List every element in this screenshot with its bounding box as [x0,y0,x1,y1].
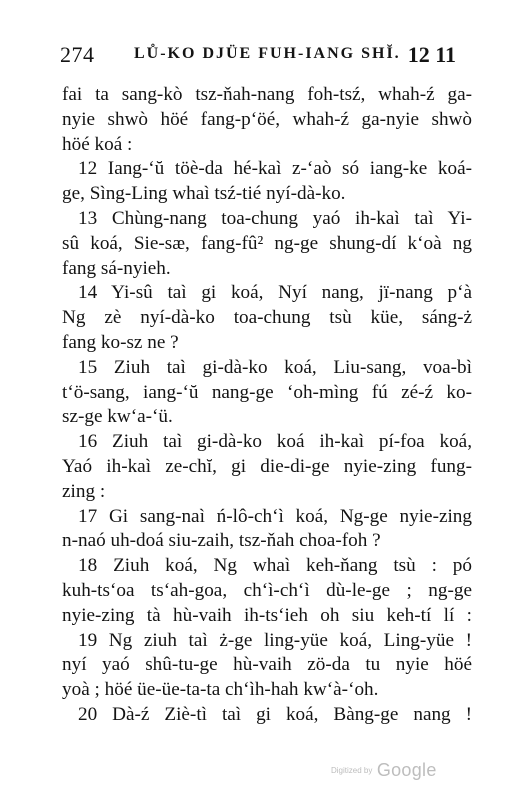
text-line: fang ko-sz ne ? [62,331,179,353]
verse-line: 14 Yi-sû taì gi koá, Nyí nang, jï-nang p‘à [78,282,472,304]
page-number: 274 [60,42,95,67]
text-line: zing : [62,480,106,502]
body-text [62,83,472,728]
text-line: sû koá, Sie-sæ, fang-fû² ng-ge shung-dí k‘oà ng [62,232,472,254]
text-line: nyie shwò höé fang-p‘öé, whah-ź ga-nyie shwò [62,108,472,130]
text-line: Yaó ih-kaì ze-chĭ, gi die-di-ge nyie-zing fung- [62,455,472,477]
verse-line: 19 Ng ziuh taì ż-ge ling-yüe koá, Ling-yüe ! [78,629,472,651]
verse-line: 16 Ziuh taì gi-dà-ko koá ih-kaì pí-foa koá, [78,431,472,453]
text-line: fang sá-nyieh. [62,257,171,279]
text-line: n-naó uh-doá siu-zaih, tsz-ňah choa-foh ? [62,530,381,552]
text-line: ge, Sìng-Ling whaì tsź-tié nyí-dà-ko. [62,183,346,205]
text-line: yoà ; höé üe-üe-ta-ta ch‘ìh-hah kw‘à-‘oh. [62,679,379,701]
text-line: fai ta sang-kò tsz-ňah-nang foh-tsź, whah-ź ga- [62,84,472,105]
verse-line: 15 Ziuh taì gi-dà-ko koá, Liu-sang, voa-bì [78,356,472,378]
chapter-number: 12 [407,42,430,67]
text-line: kuh-ts‘oa ts‘ah-goa, ch‘ì-ch‘ì dù-le-ge ; ng-ge [62,579,472,601]
verse-line: 12 Iang-‘ŭ töè-da hé-kaì z-‘aò só iang-ke koá- [78,158,472,180]
running-title: LŮ-KO DJÜE FUH-IANG SHĬ. [134,45,401,62]
text-line: Ng zè nyí-dà-ko toa-chung tsù küe, sáng-ż [62,307,472,329]
watermark-prefix: Digitized by [331,766,373,775]
verse-line: 20 Dà-ź Ziè-tì taì gi koá, Bàng-ge nang ! [78,703,472,725]
chapter-verse-reference [408,42,456,68]
text-line: höé koá : [62,133,133,155]
google-logo: Google [376,760,437,780]
text-line: nyie-zing tà hù-vaih ih-ts‘ieh oh siu keh-tí lí : [62,604,472,626]
digitized-by-watermark [331,760,437,781]
verse-number: 11 [435,42,456,67]
text-line: nyí yaó shû-tu-ge hù-vaih zö-da tu nyie höé [62,654,472,676]
text-line: t‘ö-sang, iang-‘ŭ nang-ge ‘oh-mìng fú zé-ź ko- [62,381,472,403]
verse-line: 18 Ziuh koá, Ng whaì keh-ňang tsù : pó [78,555,472,577]
text-line: sz-ge kw‘a-‘ü. [62,406,173,428]
verse-line: 17 Gi sang-naì ń-lô-ch‘ì koá, Ng-ge nyie-zing [78,505,472,527]
verse-line: 13 Chùng-nang toa-chung yaó ih-kaì taì Yi- [78,207,472,229]
running-head [60,42,456,72]
